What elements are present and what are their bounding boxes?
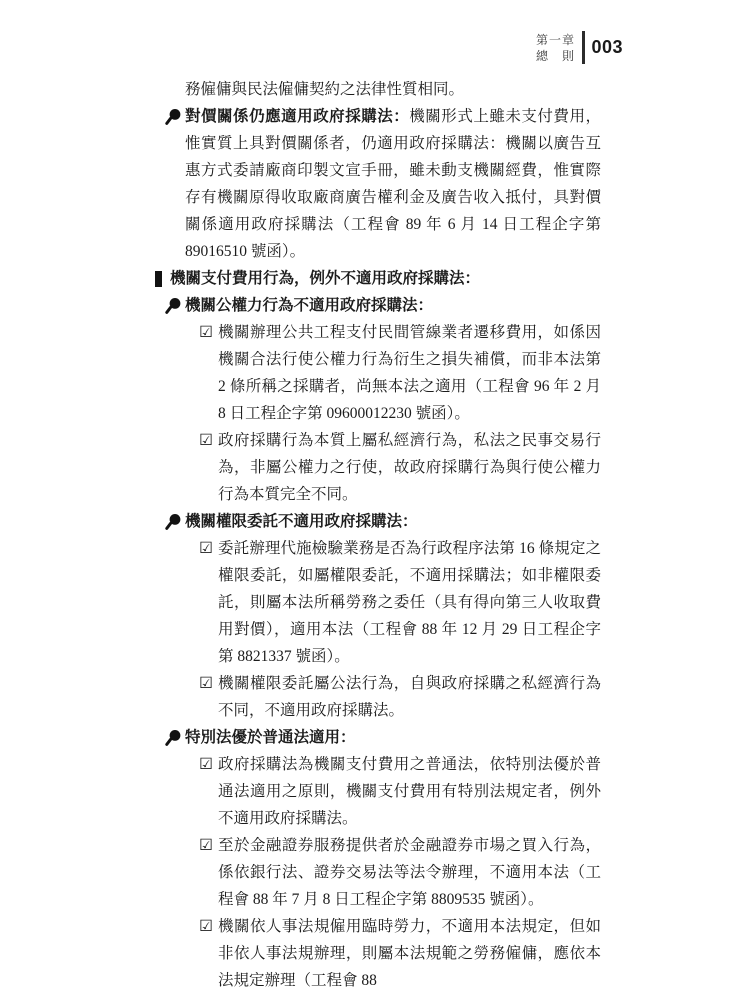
checkbox-icon: ☑ — [199, 836, 213, 854]
check-text: 機關辦理公共工程支付民間管線業者遷移費用，如係因機關合法行使公權力行為衍生之損失補償，而非本法第 2 條所稱之採購者，尚無本法之適用（工程會 96 年 2 月 8 日工程企字第 09600012230 號函）。 — [218, 324, 601, 422]
checkbox-icon: ☑ — [199, 539, 213, 557]
header-divider — [582, 31, 585, 64]
section-heading — [155, 265, 601, 292]
note-title: 機關權限委託不適用政府採購法： — [185, 513, 418, 530]
checkbox-icon: ☑ — [199, 755, 213, 773]
section-title: 機關支付費用行為，例外不適用政府採購法： — [170, 270, 481, 287]
check-text: 至於金融證券服務提供者於金融證券市場之買入行為，係依銀行法、證券交易法等法令辦理，不適用本法（工程會 88 年 7 月 8 日工程企字第 8809535 號函）。 — [218, 837, 601, 908]
chapter-line1: 第一章 — [536, 32, 576, 47]
note-item — [155, 103, 601, 265]
check-item — [155, 913, 601, 994]
magnifier-icon — [165, 729, 181, 747]
check-text: 政府採購行為本質上屬私經濟行為，私法之民事交易行為，非屬公權力之行使，故政府採購行為與行使公權力行為本質完全不同。 — [218, 432, 601, 503]
check-item — [155, 751, 601, 832]
checkbox-icon: ☑ — [199, 917, 213, 935]
checkbox-icon: ☑ — [199, 674, 213, 692]
check-item — [155, 427, 601, 508]
chapter-line2: 總 則 — [536, 48, 576, 63]
check-item — [155, 535, 601, 670]
checkbox-icon: ☑ — [199, 431, 213, 449]
checkbox-icon: ☑ — [199, 323, 213, 341]
page-number: 003 — [591, 37, 624, 57]
paragraph-text: 務僱傭與民法僱傭契約之法律性質相同。 — [185, 81, 465, 98]
note-item — [155, 724, 601, 751]
page-body — [155, 76, 601, 994]
chapter-label — [536, 32, 575, 64]
paragraph — [155, 76, 601, 103]
check-item — [155, 319, 601, 427]
running-header — [536, 31, 623, 64]
check-text: 委託辦理代施檢驗業務是否為行政程序法第 16 條規定之權限委託，如屬權限委託，不適用採購法；如非權限委託，則屬本法所稱勞務之委任（具有得向第三人收取費用對價），適用本法（工程會 88 年 12 月 29 日工程企字第 8821337 號函）。 — [218, 540, 601, 665]
note-title: 特別法優於普通法適用： — [185, 729, 356, 746]
check-item — [155, 832, 601, 913]
section-bar-icon — [155, 271, 162, 287]
note-item — [155, 292, 601, 319]
check-text: 機關權限委託屬公法行為，自與政府採購之私經濟行為不同，不適用政府採購法。 — [218, 675, 601, 719]
note-item — [155, 508, 601, 535]
note-title: 機關公權力行為不適用政府採購法： — [185, 297, 434, 314]
note-title: 對價關係仍應適用政府採購法： — [185, 108, 410, 125]
check-text: 機關依人事法規僱用臨時勞力，不適用本法規定，但如非依人事法規辦理，則屬本法規範之勞務僱傭，應依本法規定辦理（工程會 88 — [218, 918, 601, 989]
magnifier-icon — [165, 513, 181, 531]
magnifier-icon — [165, 297, 181, 315]
check-item — [155, 670, 601, 724]
note-text: 機關形式上雖未支付費用，惟實質上具對價關係者，仍適用政府採購法：機關以廣告互惠方式委請廠商印製文宣手冊，雖未動支機關經費，惟實際存有機關原得收取廠商廣告權利金及廣告收入抵付，具對價關係適用政府採購法（工程會 89 年 6 月 14 日工程企字第 89016510 號函）。 — [185, 108, 601, 260]
magnifier-icon — [165, 108, 181, 126]
check-text: 政府採購法為機關支付費用之普通法，依特別法優於普通法適用之原則，機關支付費用有特別法規定者，例外不適用政府採購法。 — [218, 756, 601, 827]
